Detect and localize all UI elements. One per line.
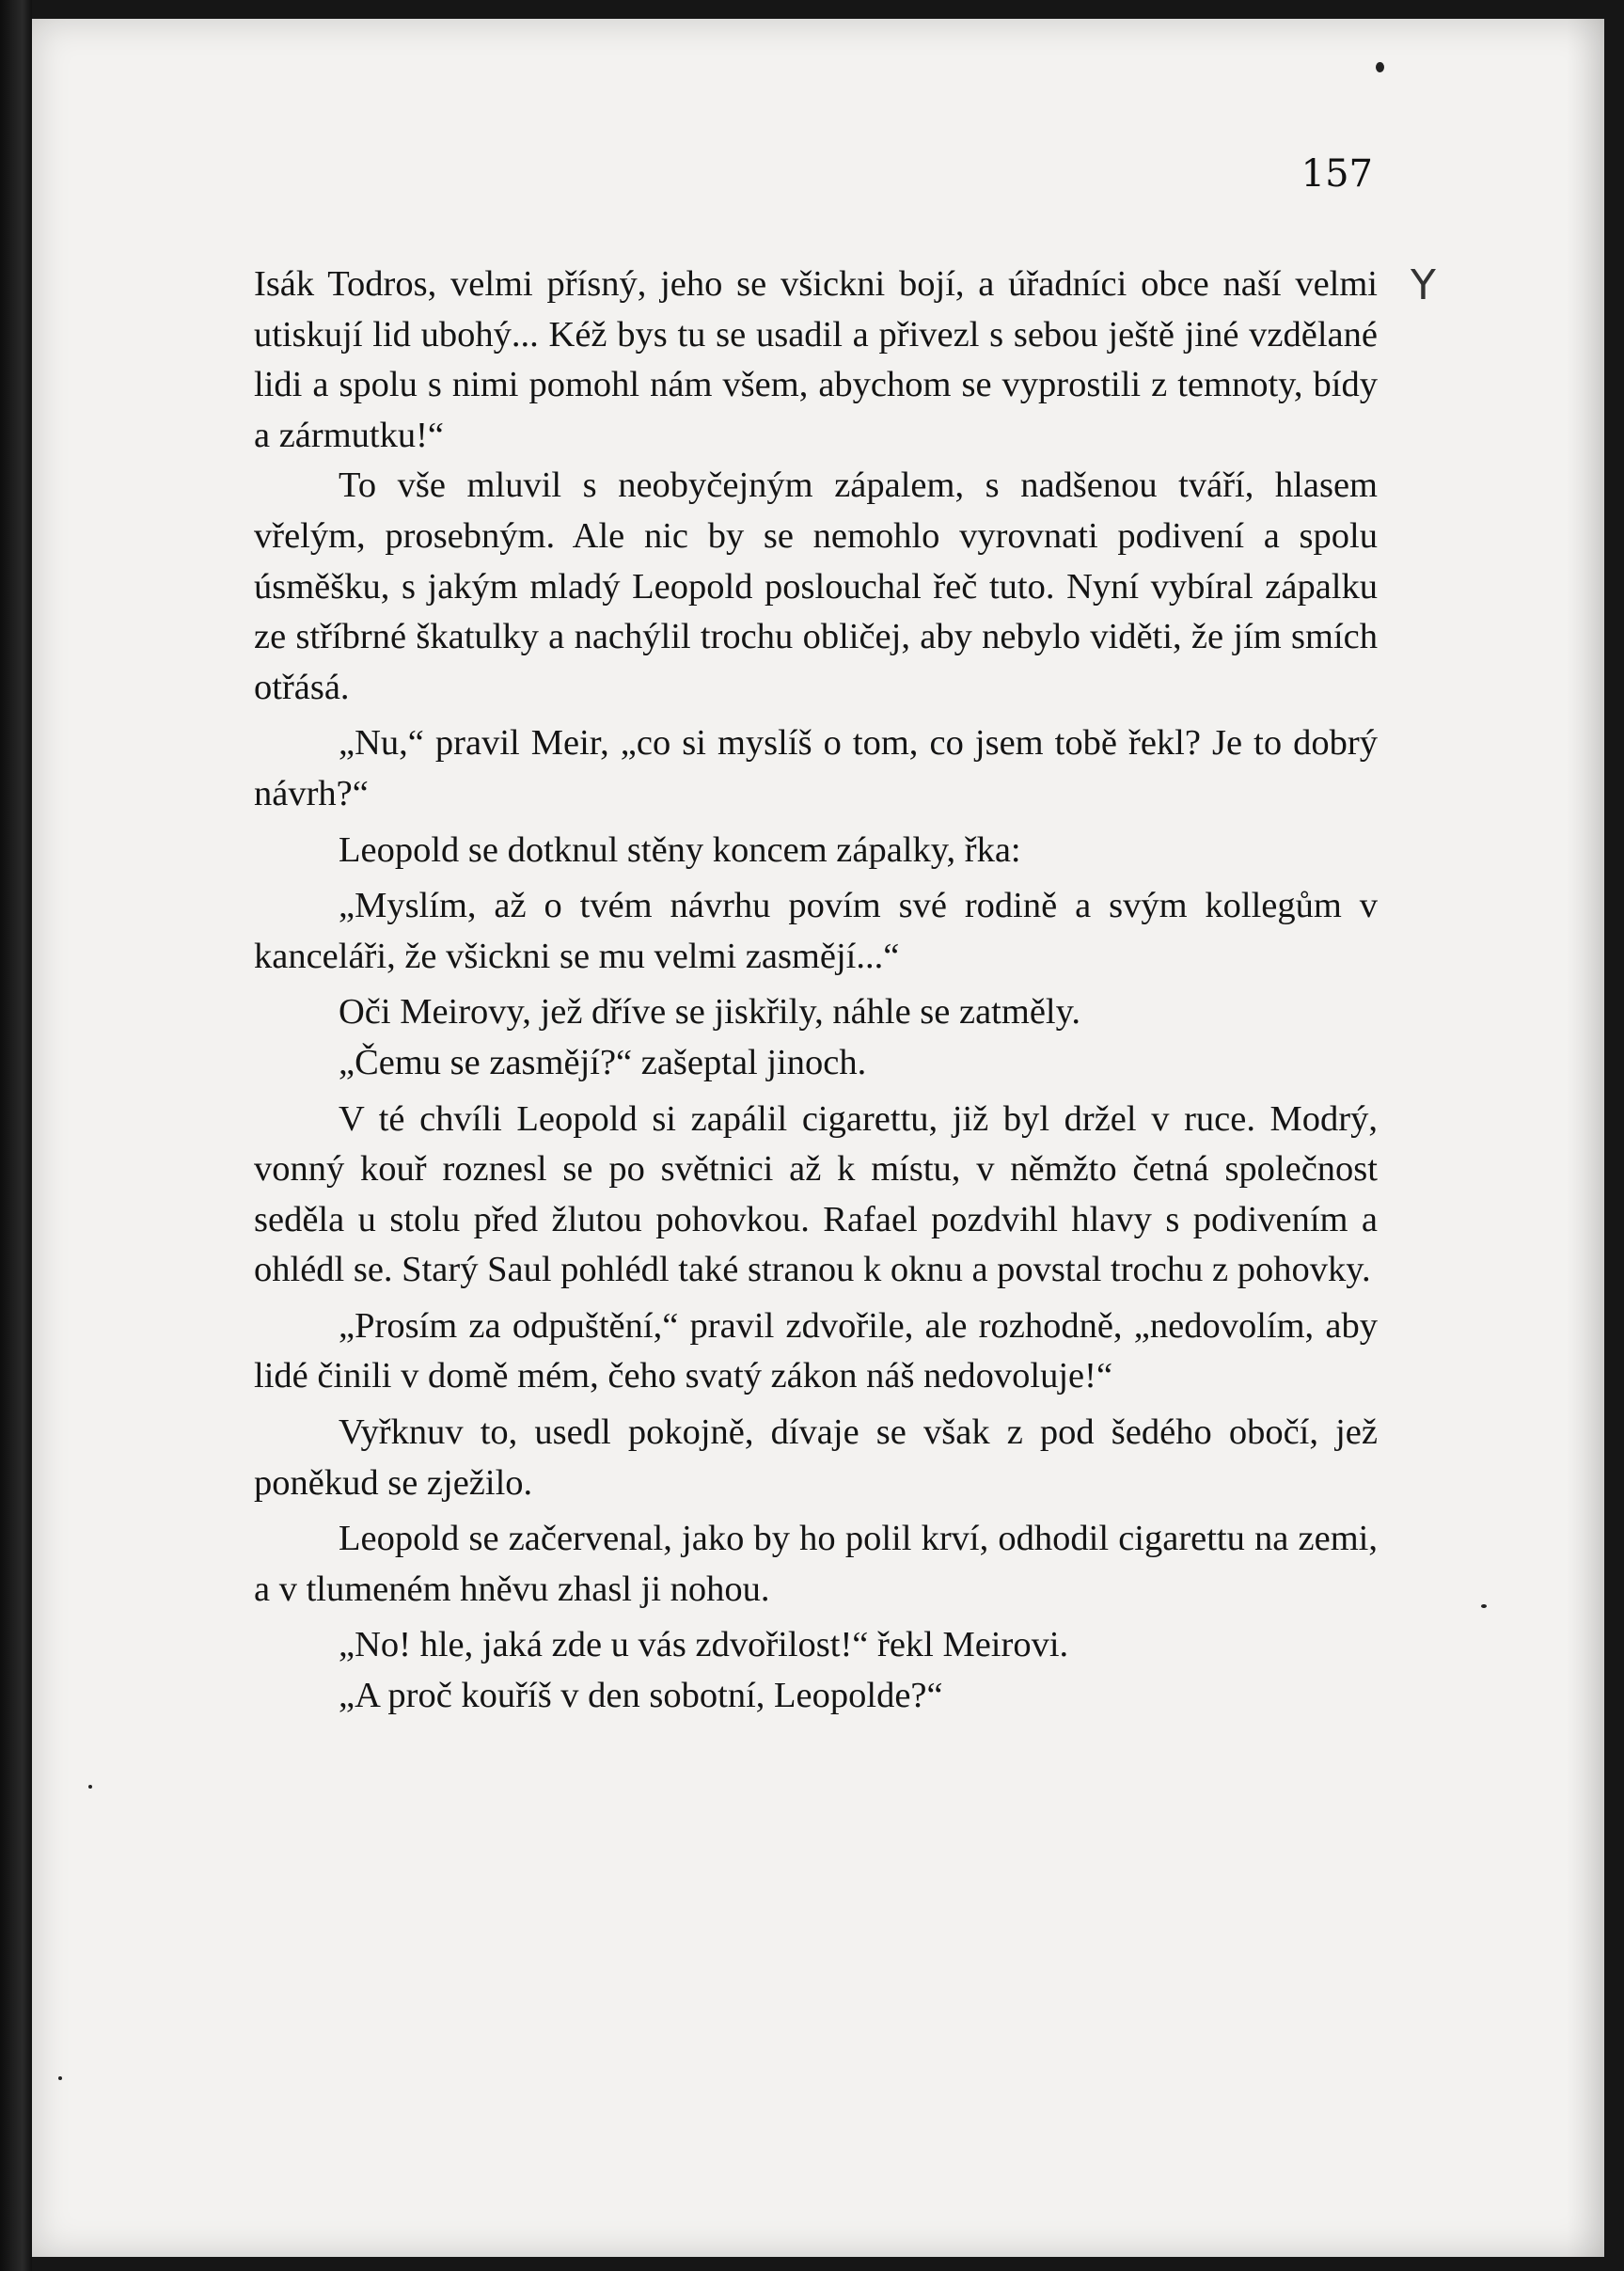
speck: [88, 1785, 92, 1789]
page-edge-shadow: [1567, 19, 1604, 2257]
speck: [1376, 62, 1384, 72]
paragraph: Vyřknuv to, usedl pokojně, dívaje se však z pod šedého obočí, jež poněkud se zježilo.: [254, 1412, 1378, 1503]
paragraph: „No! hle, jaká zde u vás zdvořilost!“ řekl Meirovi.: [339, 1625, 1069, 1665]
speck: [1481, 1604, 1487, 1608]
paragraph: Leopold se dotknul stěny koncem zápalky, řka:: [339, 829, 1021, 870]
body-text: [254, 260, 1378, 1722]
page-number: 157: [1301, 152, 1373, 196]
paragraph: Oči Meirovy, jež dříve se jiskřily, náhle se zatměly.: [339, 992, 1080, 1033]
paragraph: „Čemu se zasmějí?“ zašeptal jinoch.: [339, 1042, 867, 1082]
left-binding-shadow: [0, 0, 32, 2271]
paragraph: Leopold se začervenal, jako by ho polil krví, odhodil cigarettu na zemi, a v tlumeném hněvu zhasl ji nohou.: [254, 1519, 1378, 1609]
paragraph: V té chvíli Leopold si zapálil cigarettu, již byl držel v ruce. Modrý, vonný kouř roznesl se po světnici až k místu, v němžto četná společnost seděla u stolu před žlutou pohovkou. Rafael pozdvihl hlavy s podivením a ohlédl se. Starý Saul pohlédl také stranou k oknu a povstal trochu z pohovky.: [254, 1098, 1378, 1290]
paragraph: „Myslím, až o tvém návrhu povím své rodině a svým kollegům v kanceláři, že všickni se mu velmi zasmějí...“: [254, 886, 1378, 976]
margin-pencil-mark: Y: [1411, 261, 1436, 309]
paragraph: „A proč kouříš v den sobotní, Leopolde?“: [339, 1676, 943, 1716]
paragraph: „Prosím za odpuštění,“ pravil zdvořile, ale rozhodně, „nedovolím, aby lidé činili v domě mém, čeho svatý zákon náš nedovoluje!“: [254, 1305, 1378, 1396]
paragraph: Isák Todros, velmi přísný, jeho se všickni bojí, a úřadníci obce naší velmi utiskují lid ubohý... Kéž bys tu se usadil a přivezl s sebou ještě jiné vzdělané lidi a spolu s nimi pomohl nám všem, abychom se vyprostili z temnoty, bídy a zármutku!“: [254, 264, 1378, 455]
paragraph: „Nu,“ pravil Meir, „co si myslíš o tom, co jsem tobě řekl? Je to dobrý návrh?“: [254, 723, 1378, 813]
speck: [58, 2076, 62, 2080]
paragraph: To vše mluvil s neobyčejným zápalem, s nadšenou tváří, hlasem vřelým, prosebným. Ale nic by se nemohlo vyrovnati podivení a spolu úsměšku, s jakým mladý Leopold poslouchal řeč tuto. Nyní vybíral zápalku ze stříbrné škatulky a nachýlil trochu obličej, aby nebylo viděti, že jím smích otřásá.: [254, 465, 1378, 707]
